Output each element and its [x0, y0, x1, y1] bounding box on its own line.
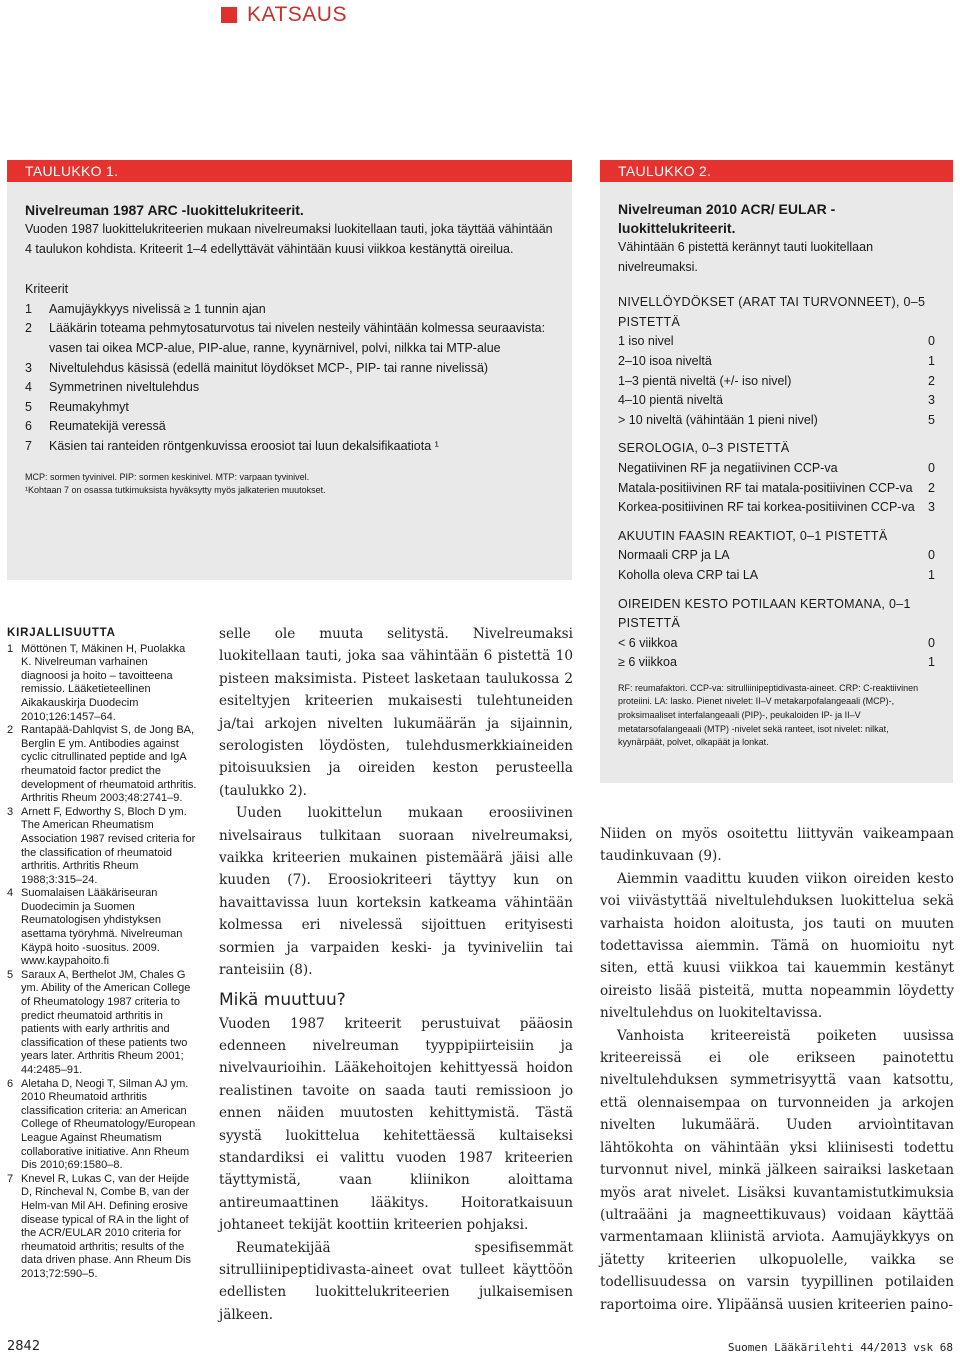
score-label: Negatiivinen RF ja negatiivinen CCP-va [618, 460, 838, 475]
reference-number: 1 [7, 642, 14, 655]
score-row [618, 411, 935, 431]
score-label: Matala-positiivinen RF tai matala-positiivinen CCP-va [618, 480, 913, 495]
criterion-number: 2 [25, 321, 32, 336]
group-heading: AKUUTIN FAASIN REAKTIOT, 0–1 PISTETTÄ [618, 528, 888, 543]
section-square-icon [221, 7, 237, 23]
reference-text: Suomalaisen Lääkäriseuran Duodecimin ja Suomen Reumatologisen yhdistyksen asettama työryhmä. Nivelreuman Käypä hoito -suositus. 2009. www.kaypahoito.fi [21, 887, 183, 968]
score-value: 3 [928, 393, 935, 408]
reference-item [7, 806, 197, 888]
criterion-text: Niveltulehdus käsissä (edellä mainitut löydökset MCP-, PIP- tai ranne nivelissä) [49, 360, 489, 375]
score-value: 0 [928, 334, 935, 349]
score-row [618, 332, 935, 352]
criterion-number: 7 [25, 438, 32, 453]
subheading: Mikä muuttuu? [219, 989, 346, 1010]
table-1-header: TAULUKKO 1. [7, 160, 572, 182]
reference-item [7, 1173, 197, 1282]
score-row [618, 498, 935, 518]
reference-item [7, 969, 197, 1078]
score-label: > 10 niveltä (vähintään 1 pieni nivel) [618, 412, 818, 427]
criterion-number: 4 [25, 380, 32, 395]
reference-number: 3 [7, 805, 14, 818]
score-row [618, 634, 935, 654]
criterion-number: 6 [25, 419, 32, 434]
criterion-text: Lääkärin toteama pehmytosaturvotus tai nivelen nesteily vähintään kolmessa seuraavista: vasen tai oikea MCP-alue, PIP-alue, ranne, kyynärnivel, polvi, nilkka tai MTP-alue [49, 321, 546, 355]
score-label: < 6 viikkoa [618, 635, 678, 650]
body-paragraph: selle ole muuta selitystä. Nivelreumaksi luokitellaan tauti, joka saa vähintään 6 pistettä 10 pisteen maksimista. Pisteet lasketaan taulukossa 2 esiteltyjen kriteerien mukaisesti tulehtuneiden ja/tai arkojen nivelten lukumäärän ja sijainnin, serologisten löydösten, tulehdusmerkkiaineiden pitoisuuksien ja oireiden keston perusteella (taulukko 2). [219, 626, 573, 799]
score-row [618, 546, 935, 566]
criterion-text: Reumakyhmyt [49, 399, 129, 414]
score-value: 1 [928, 353, 935, 368]
criterion-text: Reumatekijä veressä [49, 419, 166, 434]
body-paragraph: Aiemmin vaadittu kuuden viikon oireiden kesto voi viivästyttää niveltulehduksen luokittelua sekä varhaista hoidon aloitusta, jos tauti on muuten todettavissa aiemmin. Tämä on huomioitu nyt siten, että kuusi viikkoa tai kauemmin kestänyt oireisto lisää pisteitä, mutta nopeammin löydetty niveltulehdus on luokiteltavissa. [600, 870, 954, 1022]
criteria-heading: Kriteerit [25, 282, 69, 297]
criteria-list [25, 300, 554, 457]
criterion [25, 437, 554, 457]
score-label: Korkea-positiivinen RF tai korkea-positiivinen CCP-va [618, 500, 915, 515]
criterion-text: Aamujäykkyys nivelissä ≥ 1 tunnin ajan [49, 301, 266, 316]
table-1-footnotes [25, 471, 554, 497]
reference-item [7, 643, 197, 725]
score-label: 4–10 pientä niveltä [618, 393, 723, 408]
table-1-title: Nivelreuman 1987 ARC -luokittelukriteerit. [25, 202, 304, 218]
score-value: 5 [928, 412, 935, 427]
score-label: Koholla oleva CRP tai LA [618, 567, 759, 582]
score-group-duration [618, 595, 935, 673]
body-paragraph: Uuden luokittelun mukaan eroosiivinen nivelsairaus tulkitaan suoraan nivelreumaksi, vaikka kriteerien mukainen pistemäärä jäisi alle kuuden (7). Eroosiokriteeri täyttyy kun on havaittavissa luun korteksin katkeama vähintään kolmessa eri nivelessä sijoittuen erityisesti sormien ja varpaiden keski- ja tyviniveliin tai ranteisiin (8). [219, 805, 573, 979]
criterion-text: Käsien tai ranteiden röntgenkuvissa eroosiot tai luun dekalsifikaatiota ¹ [49, 438, 439, 453]
score-value: 0 [928, 548, 935, 563]
section-tag [221, 3, 347, 27]
reference-text: Aletaha D, Neogi T, Silman AJ ym. 2010 Rheumatoid arthritis classification criteria: an American College of Rheumatology/European League Against Rheumatism collaborative initiative. Ann Rheum Dis 2010;69:1580–8. [21, 1077, 196, 1172]
criterion [25, 378, 554, 398]
reference-item [7, 724, 197, 806]
body-paragraph: Reumatekijää spesifisemmät sitrulliinipeptidivasta-aineet ovat tulleet käyttöön edellisten luokittelukriteerien julkaisemisen jälkeen. [219, 1239, 573, 1323]
score-label: 2–10 isoa niveltä [618, 353, 712, 368]
score-group-joints [618, 293, 935, 430]
section-label: KATSAUS [247, 3, 347, 26]
score-value: 0 [928, 460, 935, 475]
reference-text: Rantapää-Dahlqvist S, de Jong BA, Berglin E ym. Antibodies against cyclic citrullinated peptide and IgA rheumatoid factor predict the development of rheumatoid arthritis. Arthritis Rheum 2003;48:2741–9. [21, 724, 197, 805]
references-heading: KIRJALLISUUTTA [7, 627, 116, 639]
criterion [25, 398, 554, 418]
table-2-title: Nivelreuman 2010 ACR/ EULAR -luokittelukriteerit. [618, 201, 836, 236]
criterion [25, 300, 554, 320]
score-row [618, 566, 935, 586]
criterion-number: 5 [25, 399, 32, 414]
reference-number: 2 [7, 724, 14, 737]
body-paragraph: Niiden on myös osoitettu liittyvän vaikeampaan taudinkuvaan (9). [600, 826, 954, 865]
table-1-intro: Vuoden 1987 luokittelukriteerien mukaan nivelreumaksi luokitellaan tauti, joka täyttää vähintään 4 taulukon kohdista. Kriteerit 1–4 edellyttävät vähintään kuusi viikkoa kestänyttä oireilua. [25, 222, 553, 256]
reference-text: Möttönen T, Mäkinen H, Puolakka K. Nivelreuman varhainen diagnoosi ja hoito – tavoitteena remissio. Lääketieteellinen Aikakauskirja Duodecim 2010;126:1457–64. [21, 642, 186, 723]
reference-number: 5 [7, 968, 14, 981]
reference-item [7, 887, 197, 969]
score-value: 0 [928, 635, 935, 650]
references [7, 627, 197, 1282]
table-2-intro: Vähintään 6 pistettä kerännyt tauti luokitellaan nivelreumaksi. [618, 240, 874, 274]
page-number: 2842 [7, 1339, 41, 1354]
group-heading: NIVELLÖYDÖKSET (ARAT TAI TURVONNEET), 0–5 PISTETTÄ [618, 295, 926, 329]
group-heading: OIREIDEN KESTO POTILAAN KERTOMANA, 0–1 PISTETTÄ [618, 596, 911, 631]
score-row [618, 391, 935, 411]
score-label: ≥ 6 viikkoa [618, 655, 677, 670]
score-row [618, 459, 935, 479]
criterion-text: Symmetrinen niveltulehdus [49, 380, 200, 395]
score-row [618, 479, 935, 499]
table-1-footnote-note: ¹Kohtaan 7 on osassa tutkimuksista hyväksytty myös jalkaterien muutokset. [25, 484, 326, 495]
score-value: 1 [928, 567, 935, 582]
body-paragraph: Vuoden 1987 kriteerit perustuivat pääosin edenneen nivelreuman tyyppipiirteisiin ja nivelvaurioihin. Lääkehoitojen kehittyessä hoidon realistinen tavoite on saada tauti remissioon jo ennen näiden muutosten kehittymistä. Tästä syystä luokittelua kehitettäessä kultaiseksi standardiksi ei valittu vuoden 1987 kriteerien täyttymistä, vaan kliinikon aloittama antireumaattinen lääkitys. Hoitoratkaisuun johtaneet tekijät koottiin kriteerien pohjaksi. [219, 1015, 573, 1234]
score-row [618, 352, 935, 372]
score-value: 2 [928, 373, 935, 388]
score-label: 1–3 pientä niveltä (+/- iso nivel) [618, 373, 792, 388]
criterion [25, 319, 554, 358]
table-2-header: TAULUKKO 2. [600, 160, 953, 182]
score-value: 1 [928, 655, 935, 670]
body-column-right [600, 823, 954, 1316]
criterion-number: 3 [25, 360, 32, 375]
table-2 [600, 160, 953, 783]
criterion [25, 359, 554, 379]
reference-item [7, 1078, 197, 1173]
body-column-middle [219, 623, 573, 1326]
score-label: Normaali CRP ja LA [618, 548, 730, 563]
score-value: 2 [928, 480, 935, 495]
reference-text: Arnett F, Edworthy S, Bloch D ym. The American Rheumatism Association 1987 revised criteria for the classification of rheumatoid arthritis. Arthritis Rheum 1988;3:315–24. [21, 805, 196, 886]
score-group-serology [618, 439, 935, 517]
reference-number: 4 [7, 887, 14, 900]
reference-text: Knevel R, Lukas C, van der Heijde D, Rincheval N, Combe B, van der Helm-van Mil AH. Defining erosive disease typical of RA in the light of the ACR/EULAR 2010 criteria for rheumatoid arthritis; results of the data driven phase. Ann Rheum Dis 2013;72:590–5. [21, 1172, 191, 1280]
criterion [25, 417, 554, 437]
table-2-footnote: RF: reumafaktori. CCP-va: sitrulliinipeptidivasta-aineet. CRP: C-reaktiivinen proteiini. LA: lasko. Pienet nivelet: II–V metakarpofalangeaali (MCP)-, proksimaaliset interfalangeaali (PIP)-, peukaloiden IP- ja II–V metatarsofalangeaali (MTP) -nivelet sekä ranteet, isot nivelet: nilkat, kyynärpäät, polvet, olkapäät ja lonkat. [618, 682, 919, 748]
journal-footer: Suomen Lääkärilehti 44/2013 vsk 68 [727, 1341, 953, 1354]
group-heading: SEROLOGIA, 0–3 PISTETTÄ [618, 441, 790, 456]
score-group-acute-phase [618, 527, 935, 586]
table-1 [7, 160, 572, 580]
reference-number: 6 [7, 1077, 14, 1090]
reference-text: Saraux A, Berthelot JM, Chales G ym. Ability of the American College of Rheumatology 1987 criteria to predict rheumatoid arthritis in patients with early arthritis and classification of these patients two years later. Arthritis Rheum 2001; 44:2485–91. [21, 968, 191, 1076]
reference-number: 7 [7, 1172, 14, 1185]
criterion-number: 1 [25, 301, 32, 316]
table-1-footnote-abbrev: MCP: sormen tyvinivel. PIP: sormen keskinivel. MTP: varpaan tyvinivel. [25, 471, 310, 482]
score-label: 1 iso nivel [618, 334, 674, 349]
body-paragraph: Vanhoista kriteereistä poiketen uusissa kriteereissä ei ole erikseen painotettu niveltulehduksen symmetrisyyttä vaan katsottu, että olennaisempaa on turvonneiden ja arkojen nivelten lukumäärä. Uuden arvioìntitavan lähtökohta on vähintään yksi kliinisesti todettu turvonnut nivel, minkä jälkeen sairaiksi lasketaan myös arat nivelet. Lisäksi kuvantamistutkimuksia (ultraääni ja magneettikuvaus) voidaan käyttää varmentamaan kliinistä arviota. Aamujäykkyys on jätetty kriteerien ulkopuolelle, vaikka se todellisuudessa on varsin tyypillinen potilaiden raportoima oire. Ylipäänsä uusien kriteerien paino- [600, 1027, 954, 1313]
score-row [618, 653, 935, 673]
score-row [618, 372, 935, 392]
score-value: 3 [928, 500, 935, 515]
